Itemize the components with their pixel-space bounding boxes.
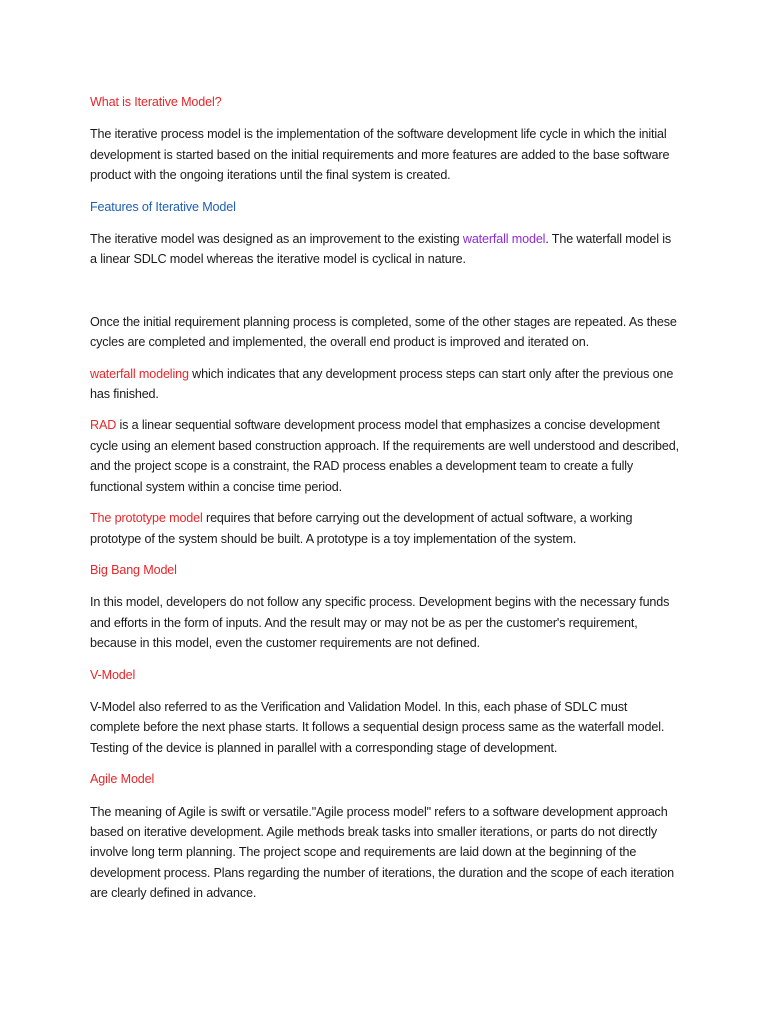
paragraph-big-bang: In this model, developers do not follow any specific process. Development begins with the necessary funds and efforts in the form of inputs. And the result may or may not be as per the customer's requirement, because in this model, even the customer requirements are not defined.: [90, 595, 670, 651]
document-page: [90, 92, 680, 915]
waterfall-description: which indicates that any development process steps can start only after the previous one has finished.: [90, 366, 674, 402]
heading-big-bang: Big Bang Model: [90, 562, 177, 577]
prototype-model-term: The prototype model: [90, 511, 203, 526]
paragraph-iterative-definition: The iterative process model is the implementation of the software development life cycle in which the initial development is started based on the initial requirements and more features are added to the base software product with the ongoing iterations until the final system is created.: [90, 127, 670, 183]
prototype-description: requires that before carrying out the development of actual software, a working prototype of the system should be built. A prototype is a toy implementation of the system.: [90, 511, 633, 546]
paragraph-agile: The meaning of Agile is swift or versatile."Agile process model" refers to a software development approach based on iterative development. Agile methods break tasks into smaller iterations, or parts do not directly involve long term planning. The project scope and requirements are laid down at the beginning of the development process. Plans regarding the number of iterations, the duration and the scope of each iteration are clearly defined in advance.: [90, 804, 674, 901]
waterfall-modeling-term: waterfall modeling: [90, 366, 189, 381]
paragraph-v-model: V-Model also referred to as the Verification and Validation Model. In this, each phase of SDLC must complete before the next phase starts. It follows a sequential design process same as the waterfall model. Testing of the device is planned in parallel with a corresponding stage of development.: [90, 699, 665, 755]
heading-features: Features of Iterative Model: [90, 199, 236, 214]
heading-iterative-model: What is Iterative Model?: [90, 95, 222, 109]
paragraph-features-text-a: The iterative model was designed as an improvement to the existing: [90, 232, 463, 247]
rad-description: is a linear sequential software development process model that emphasizes a concise development cycle using an element based construction approach. If the requirements are well understood and described, and the project scope is a constraint, the RAD process enables a development team to create a fully functional system within a concise time period.: [90, 418, 679, 494]
spacer: [90, 281, 680, 312]
heading-agile: Agile Model: [90, 772, 155, 787]
paragraph-waterfall: [90, 364, 680, 405]
rad-term: RAD: [90, 418, 117, 433]
paragraph-prototype: [90, 508, 680, 549]
paragraph-rad: [90, 415, 680, 497]
waterfall-model-link[interactable]: waterfall model: [462, 232, 546, 247]
paragraph-features: [90, 229, 680, 270]
heading-v-model: V-Model: [90, 667, 136, 682]
paragraph-features-text-b: . The waterfall model is a linear SDLC model whereas the iterative model is cyclical in nature.: [90, 232, 671, 267]
paragraph-iteration-cycles: Once the initial requirement planning process is completed, some of the other stages are repeated. As these cycles are completed and implemented, the overall end product is improved and iterated on.: [90, 314, 677, 350]
